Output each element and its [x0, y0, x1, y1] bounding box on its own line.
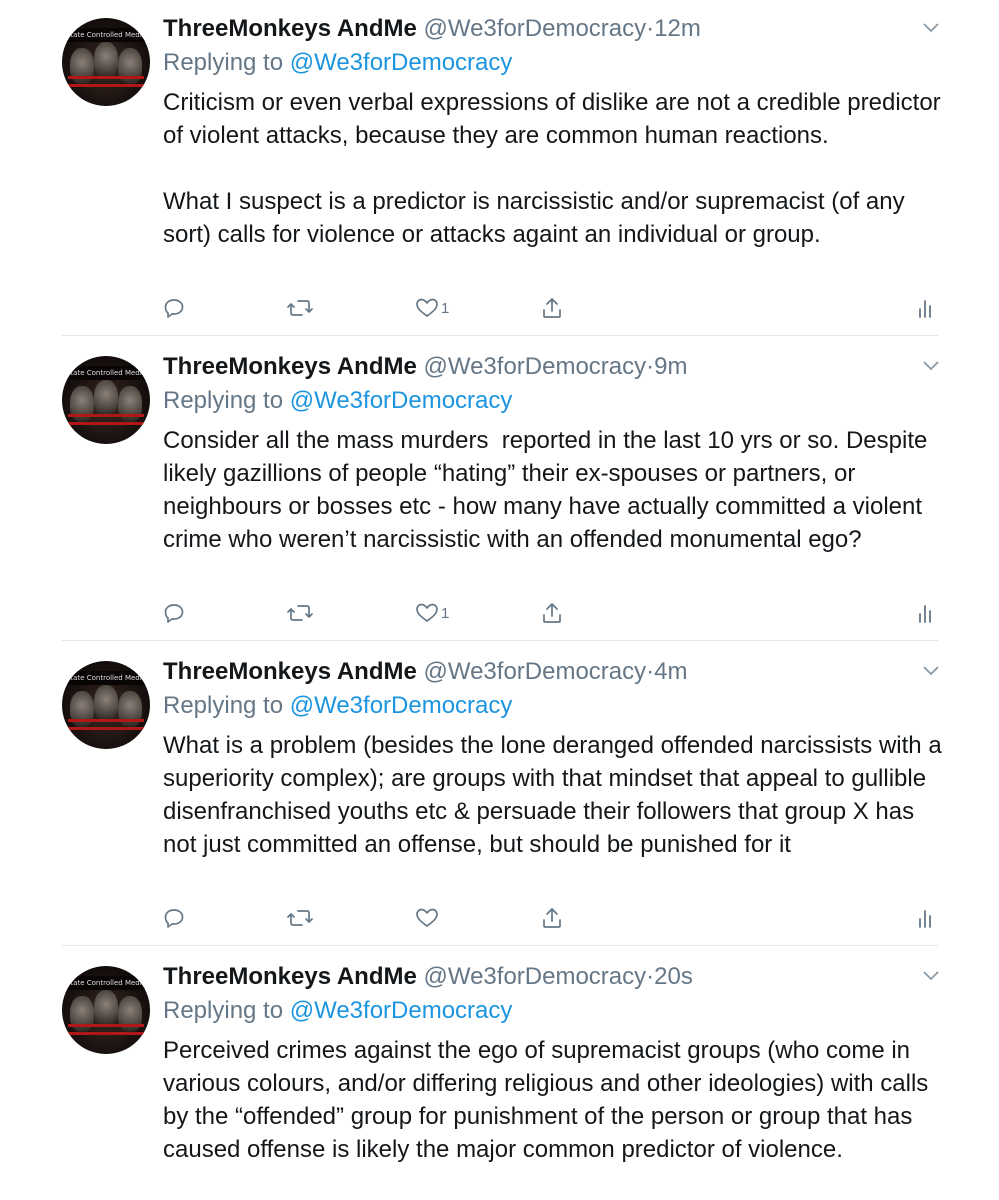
separator-dot: · — [646, 15, 655, 42]
replying-to-prefix: Replying to — [163, 387, 284, 414]
share-icon — [541, 601, 563, 625]
avatar-banner-text: State Controlled Media — [62, 28, 150, 42]
avatar[interactable] — [62, 356, 150, 444]
share-icon — [541, 906, 563, 930]
avatar[interactable] — [62, 18, 150, 106]
author-name[interactable]: ThreeMonkeys AndMe — [163, 15, 417, 42]
analytics-icon — [918, 907, 934, 929]
reply-icon — [163, 602, 185, 624]
reply-button[interactable] — [163, 294, 185, 322]
tweet-actions — [0, 904, 999, 932]
replying-to — [163, 996, 512, 1026]
author-handle[interactable]: @We3forDemocracy — [423, 658, 647, 685]
reply-icon — [163, 907, 185, 929]
tweet-time[interactable]: 9m — [654, 353, 688, 380]
tweet-header — [163, 352, 688, 382]
like-button[interactable] — [415, 904, 441, 932]
tweet-actions — [0, 294, 999, 322]
replying-to-prefix: Replying to — [163, 692, 284, 719]
avatar[interactable] — [62, 966, 150, 1054]
heart-icon — [415, 907, 439, 929]
like-count: 1 — [441, 604, 450, 622]
like-button[interactable] — [415, 294, 449, 322]
author-handle[interactable]: @We3forDemocracy — [423, 963, 647, 990]
replying-to-mention[interactable]: @We3forDemocracy — [289, 692, 513, 719]
replying-to-mention[interactable]: @We3forDemocracy — [289, 997, 513, 1024]
tweet-text: What is a problem (besides the lone deranged offended narcissists with a superiority complex); are groups with that mindset that appeal to gullible disenfranchised youths etc & persuade their followers that group X has not just committed an offense, but should be punished for it — [163, 732, 949, 858]
avatar[interactable] — [62, 661, 150, 749]
chevron-down-icon[interactable] — [922, 22, 940, 34]
replying-to-mention[interactable]: @We3forDemocracy — [289, 49, 513, 76]
tweet-header — [163, 657, 688, 687]
retweet-button[interactable] — [287, 294, 313, 322]
avatar-banner-text: State Controlled Media — [62, 976, 150, 990]
share-button[interactable] — [541, 599, 563, 627]
replying-to — [163, 48, 512, 78]
replying-to-prefix: Replying to — [163, 997, 284, 1024]
divider — [62, 945, 938, 946]
replying-to — [163, 386, 512, 416]
reply-icon — [163, 297, 185, 319]
divider — [62, 640, 938, 641]
tweet-time[interactable]: 4m — [654, 658, 688, 685]
chevron-down-icon[interactable] — [922, 970, 940, 982]
reply-button[interactable] — [163, 904, 185, 932]
author-name[interactable]: ThreeMonkeys AndMe — [163, 963, 417, 990]
separator-dot: · — [646, 963, 655, 990]
share-icon — [541, 296, 563, 320]
analytics-icon — [918, 602, 934, 624]
author-handle[interactable]: @We3forDemocracy — [423, 353, 647, 380]
like-button[interactable] — [415, 599, 449, 627]
avatar-banner-text: State Controlled Media — [62, 366, 150, 380]
analytics-button[interactable] — [918, 599, 934, 627]
separator-dot: · — [646, 353, 655, 380]
heart-icon — [415, 602, 439, 624]
chevron-down-icon[interactable] — [922, 665, 940, 677]
tweet-header — [163, 14, 701, 44]
separator-dot: · — [646, 658, 655, 685]
replying-to-prefix: Replying to — [163, 49, 284, 76]
analytics-icon — [918, 297, 934, 319]
tweet-text: Perceived crimes against the ego of supremacist groups (who come in various colours, and/or differing religious and other ideologies) with calls by the “offended” group for punishment of the person or group that has caused offense is likely the major common predictor of violence. — [163, 1037, 935, 1163]
author-name[interactable]: ThreeMonkeys AndMe — [163, 353, 417, 380]
share-button[interactable] — [541, 904, 563, 932]
analytics-button[interactable] — [918, 904, 934, 932]
tweet-time[interactable]: 12m — [654, 15, 701, 42]
tweet-actions — [0, 599, 999, 627]
chevron-down-icon[interactable] — [922, 360, 940, 372]
retweet-icon — [287, 297, 313, 319]
analytics-button[interactable] — [918, 294, 934, 322]
share-button[interactable] — [541, 294, 563, 322]
tweet-time[interactable]: 20s — [654, 963, 693, 990]
retweet-icon — [287, 907, 313, 929]
heart-icon — [415, 297, 439, 319]
divider — [62, 335, 938, 336]
avatar-banner-text: State Controlled Media — [62, 671, 150, 685]
tweet-header — [163, 962, 693, 992]
tweet-text: Criticism or even verbal expressions of dislike are not a credible predictor of violent attacks, because they are common human reactions. What I suspect is a predictor is narcissistic and/or supremacist (of any sort) calls for violence or attacks againt an individual or group. — [163, 89, 941, 248]
tweet-text: Consider all the mass murders reported in the last 10 yrs or so. Despite likely gazillions of people “hating” their ex-spouses or partners, or neighbours or bosses etc - how many have actually committed a violent crime who weren’t narcissistic with an offended monumental ego? — [163, 427, 935, 553]
replying-to-mention[interactable]: @We3forDemocracy — [289, 387, 513, 414]
retweet-icon — [287, 602, 313, 624]
author-name[interactable]: ThreeMonkeys AndMe — [163, 658, 417, 685]
author-handle[interactable]: @We3forDemocracy — [423, 15, 647, 42]
like-count: 1 — [441, 299, 450, 317]
retweet-button[interactable] — [287, 599, 313, 627]
reply-button[interactable] — [163, 599, 185, 627]
retweet-button[interactable] — [287, 904, 313, 932]
replying-to — [163, 691, 512, 721]
